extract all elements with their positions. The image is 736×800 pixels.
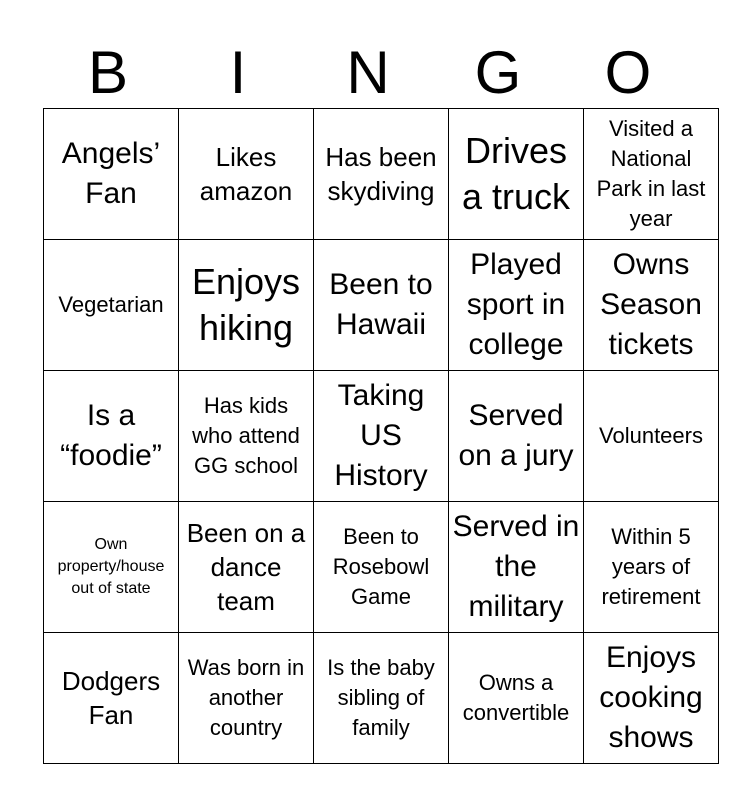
header-letter-o: O [604, 39, 652, 106]
bingo-square[interactable] [584, 633, 719, 764]
square-label: Visited a National Park in last year [596, 116, 706, 231]
bingo-square[interactable] [449, 109, 584, 240]
square-label: Served in the military [452, 510, 580, 623]
board-row [44, 633, 719, 764]
square-label: Owns Season tickets [600, 248, 702, 361]
bingo-square[interactable] [44, 240, 179, 371]
square-label: Has kids who attend GG school [192, 393, 300, 478]
bingo-square[interactable] [179, 371, 314, 502]
bingo-header [43, 38, 693, 108]
board-row [44, 502, 719, 633]
bingo-square[interactable] [449, 502, 584, 633]
square-label: Was born in another country [187, 655, 305, 740]
header-letter-b: B [87, 39, 129, 106]
square-label: Within 5 years of retirement [601, 524, 701, 609]
square-label: Dodgers Fan [61, 666, 161, 730]
bingo-board [43, 108, 719, 764]
bingo-square[interactable] [179, 109, 314, 240]
bingo-square[interactable] [44, 502, 179, 633]
square-label: Served on a jury [458, 399, 574, 472]
square-label: Drives a truck [461, 130, 571, 217]
square-label: Volunteers [599, 423, 703, 448]
square-label: Been on a dance team [186, 518, 306, 616]
bingo-square[interactable] [179, 240, 314, 371]
board-row [44, 240, 719, 371]
bingo-square[interactable] [584, 502, 719, 633]
square-label: Been to Hawaii [329, 268, 433, 341]
board-row [44, 109, 719, 240]
bingo-square[interactable] [44, 371, 179, 502]
bingo-square[interactable] [584, 109, 719, 240]
bingo-square[interactable] [44, 633, 179, 764]
square-label: Owns a convertible [462, 670, 570, 725]
bingo-square[interactable] [584, 240, 719, 371]
square-label: Played sport in college [466, 248, 566, 361]
square-label: Has been skydiving [325, 142, 437, 206]
square-label: Enjoys cooking shows [599, 641, 703, 754]
bingo-square[interactable] [179, 502, 314, 633]
square-label: Vegetarian [58, 292, 164, 317]
square-label: Is a “foodie” [60, 399, 162, 472]
square-label: Likes amazon [199, 142, 293, 206]
header-letter-i: I [229, 39, 247, 106]
board-row [44, 371, 719, 502]
square-label: Angels’ Fan [61, 137, 161, 210]
bingo-square[interactable] [314, 502, 449, 633]
bingo-square[interactable] [449, 371, 584, 502]
bingo-square[interactable] [314, 109, 449, 240]
header-letter-n: N [346, 39, 390, 106]
bingo-square[interactable] [44, 109, 179, 240]
square-label: Own property/house out of state [57, 536, 165, 597]
bingo-square[interactable] [584, 371, 719, 502]
bingo-square[interactable] [179, 633, 314, 764]
bingo-square[interactable] [449, 633, 584, 764]
header-letter-g: G [474, 39, 522, 106]
bingo-square[interactable] [314, 371, 449, 502]
square-label: Taking US History [334, 379, 428, 492]
square-label: Been to Rosebowl Game [332, 524, 430, 609]
square-label: Enjoys hiking [191, 261, 301, 348]
bingo-square[interactable] [449, 240, 584, 371]
square-label: Is the baby sibling of family [327, 655, 435, 740]
bingo-square[interactable] [314, 240, 449, 371]
bingo-square[interactable] [314, 633, 449, 764]
